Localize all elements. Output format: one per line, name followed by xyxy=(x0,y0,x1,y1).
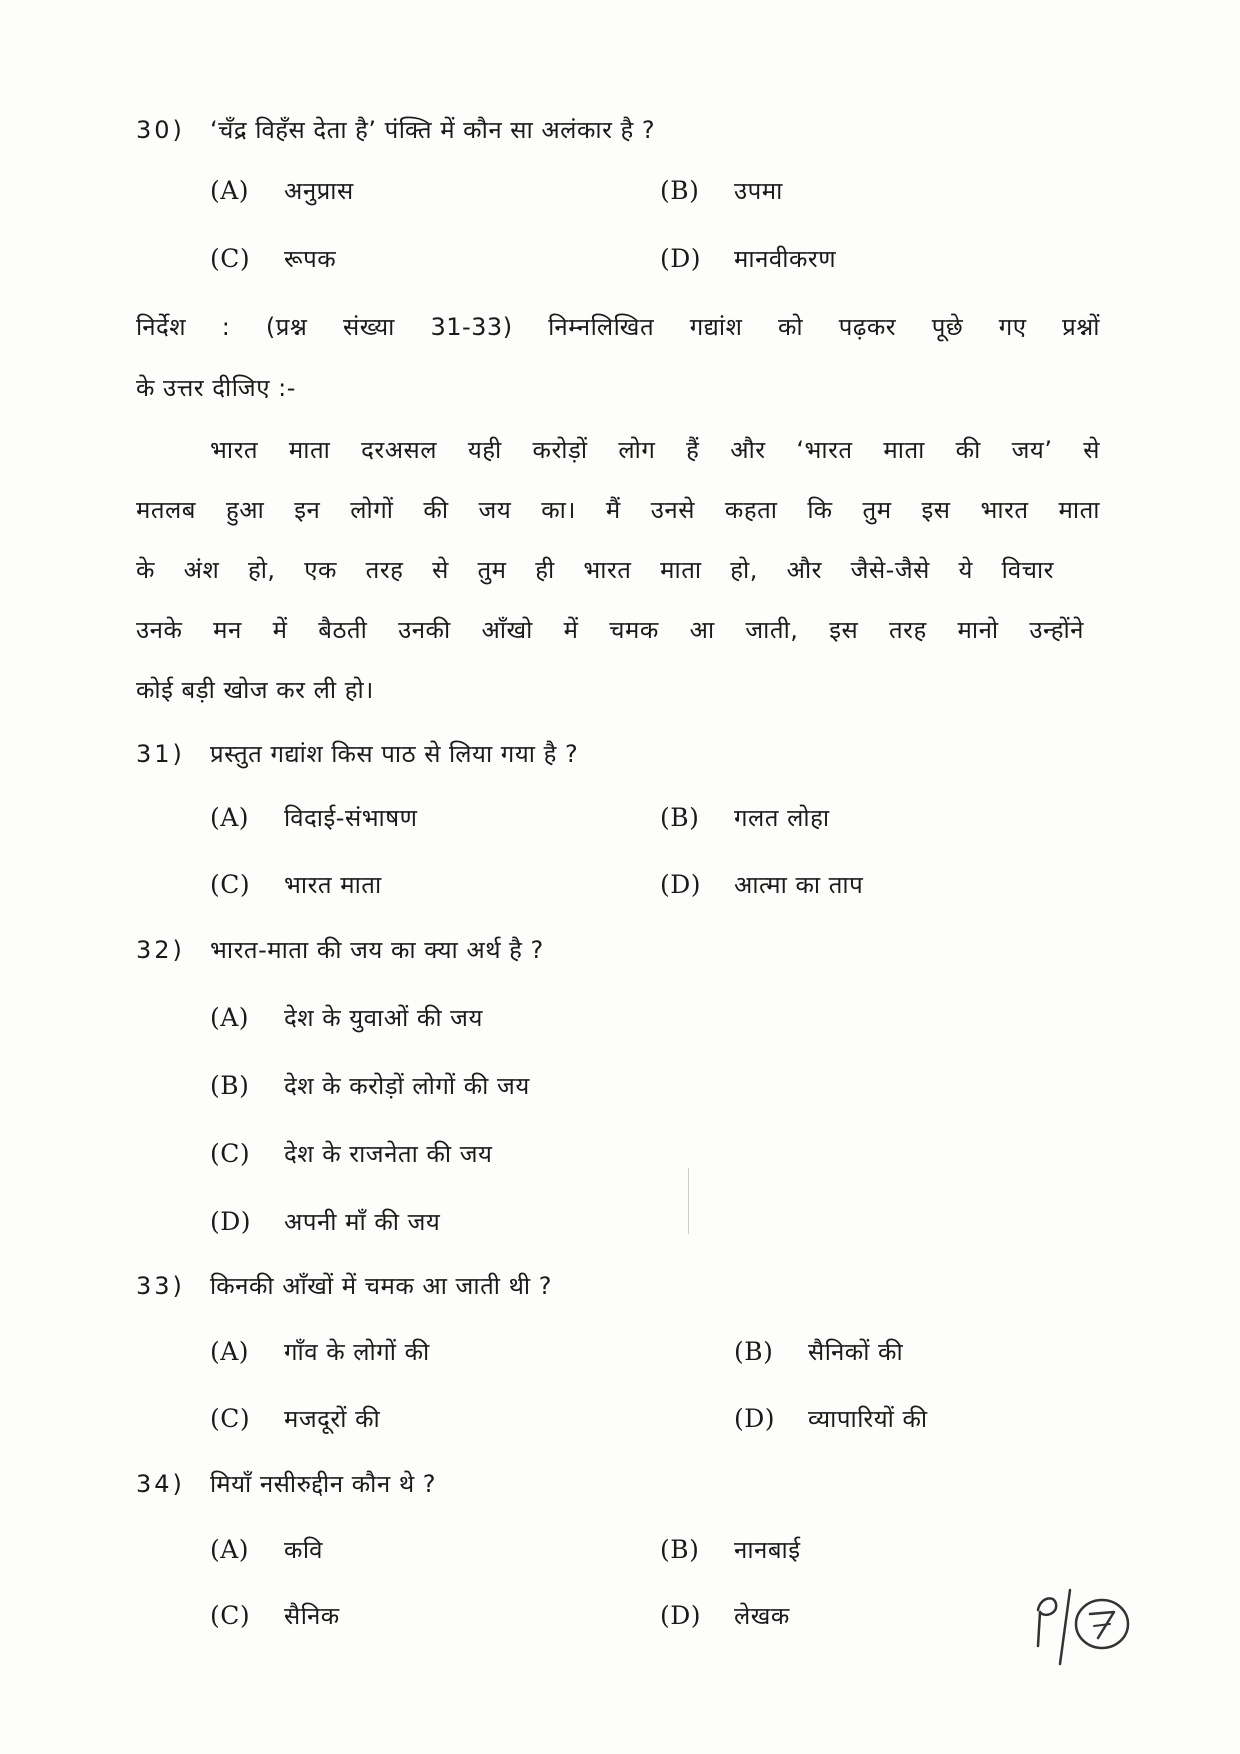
option-c xyxy=(210,243,336,275)
option-c xyxy=(210,1138,492,1170)
option-text: सैनिकों की xyxy=(808,1338,904,1366)
option-label: (D) xyxy=(734,1404,776,1433)
option-b xyxy=(660,1534,801,1566)
option-d xyxy=(660,243,836,275)
option-label: (B) xyxy=(660,176,700,205)
option-d xyxy=(210,1206,440,1238)
option-text: मजदूरों की xyxy=(284,1405,381,1433)
option-label: (B) xyxy=(210,1071,250,1100)
instruction-line-1: निर्देश : (प्रश्न संख्या 31-33) निम्नलिखित गद्यांश को पढ़कर पूछे गए प्रश्नों xyxy=(136,313,1100,341)
question-32 xyxy=(136,934,544,966)
option-label: (A) xyxy=(210,1337,250,1366)
option-d xyxy=(660,1600,790,1632)
option-a xyxy=(210,1002,483,1034)
option-b xyxy=(734,1336,903,1368)
option-text: रूपक xyxy=(284,245,337,273)
question-number: 34) xyxy=(136,1470,185,1498)
option-text: देश के राजनेता की जय xyxy=(284,1140,493,1168)
option-a xyxy=(210,1336,430,1368)
question-number: 33) xyxy=(136,1272,185,1300)
option-text: व्यापारियों की xyxy=(808,1405,928,1433)
passage-line-3: के अंश हो, एक तरह से तुम ही भारत माता हो, और जैसे-जैसे ये विचार xyxy=(136,556,1054,584)
option-label: (D) xyxy=(660,1601,702,1630)
instruction-line-2: के उत्तर दीजिए :- xyxy=(136,374,296,402)
option-label: (D) xyxy=(210,1207,252,1236)
option-label: (C) xyxy=(210,1601,251,1630)
option-label: (A) xyxy=(210,176,250,205)
passage-line-4: उनके मन में बैठती उनकी आँखो में चमक आ जाती, इस तरह मानो उन्होंने xyxy=(136,616,1084,644)
question-number: 30) xyxy=(136,116,185,144)
option-text: कवि xyxy=(284,1536,323,1564)
question-text: ‘चँद्र विहँस देता है’ पंक्ति में कौन सा अलंकार है ? xyxy=(210,116,656,144)
option-text: उपमा xyxy=(734,177,783,205)
option-d xyxy=(734,1403,928,1435)
option-a xyxy=(210,175,354,207)
question-30 xyxy=(136,114,655,146)
question-31 xyxy=(136,738,578,770)
question-33 xyxy=(136,1270,552,1302)
option-label: (A) xyxy=(210,1535,250,1564)
option-label: (C) xyxy=(210,1139,251,1168)
question-text: मियाँ नसीरुद्दीन कौन थे ? xyxy=(210,1470,437,1498)
passage-line-2: मतलब हुआ इन लोगों की जय का। मैं उनसे कहता कि तुम इस भारत माता xyxy=(136,496,1100,524)
option-label: (C) xyxy=(210,244,251,273)
option-label: (B) xyxy=(660,803,700,832)
option-label: (C) xyxy=(210,1404,251,1433)
option-b xyxy=(660,175,783,207)
question-text: किनकी आँखों में चमक आ जाती थी ? xyxy=(210,1272,553,1300)
option-label: (D) xyxy=(660,870,702,899)
question-text: भारत-माता की जय का क्या अर्थ है ? xyxy=(210,936,544,964)
scan-artifact-line xyxy=(688,1168,689,1234)
option-label: (A) xyxy=(210,1003,250,1032)
option-text: देश के करोड़ों लोगों की जय xyxy=(284,1072,530,1100)
passage-line-5: कोई बड़ी खोज कर ली हो। xyxy=(136,676,374,704)
option-text: मानवीकरण xyxy=(734,245,837,273)
option-label: (D) xyxy=(660,244,702,273)
option-a xyxy=(210,802,418,834)
option-c xyxy=(210,869,382,901)
question-number: 32) xyxy=(136,936,185,964)
option-text: लेखक xyxy=(734,1602,790,1630)
option-c xyxy=(210,1403,380,1435)
option-text: देश के युवाओं की जय xyxy=(284,1004,483,1032)
question-text: प्रस्तुत गद्यांश किस पाठ से लिया गया है ? xyxy=(210,740,579,768)
option-label: (C) xyxy=(210,870,251,899)
option-text: गाँव के लोगों की xyxy=(284,1338,430,1366)
passage-line-1: भारत माता दरअसल यही करोड़ों लोग हैं और ‘भारत माता की जय’ से xyxy=(210,436,1100,464)
option-text: विदाई-संभाषण xyxy=(284,804,418,832)
option-a xyxy=(210,1534,323,1566)
option-text: आत्मा का ताप xyxy=(734,871,864,899)
option-c xyxy=(210,1600,340,1632)
option-text: गलत लोहा xyxy=(734,804,830,832)
option-b xyxy=(210,1070,530,1102)
question-34 xyxy=(136,1468,436,1500)
option-d xyxy=(660,869,863,901)
option-label: (B) xyxy=(660,1535,700,1564)
option-b xyxy=(660,802,830,834)
option-text: नानबाई xyxy=(734,1536,801,1564)
option-label: (B) xyxy=(734,1337,774,1366)
option-text: सैनिक xyxy=(284,1602,340,1630)
option-label: (A) xyxy=(210,803,250,832)
question-number: 31) xyxy=(136,740,185,768)
option-text: अनुप्रास xyxy=(284,177,354,205)
handwritten-page-mark xyxy=(1030,1580,1140,1670)
option-text: भारत माता xyxy=(284,871,382,899)
option-text: अपनी माँ की जय xyxy=(284,1208,441,1236)
